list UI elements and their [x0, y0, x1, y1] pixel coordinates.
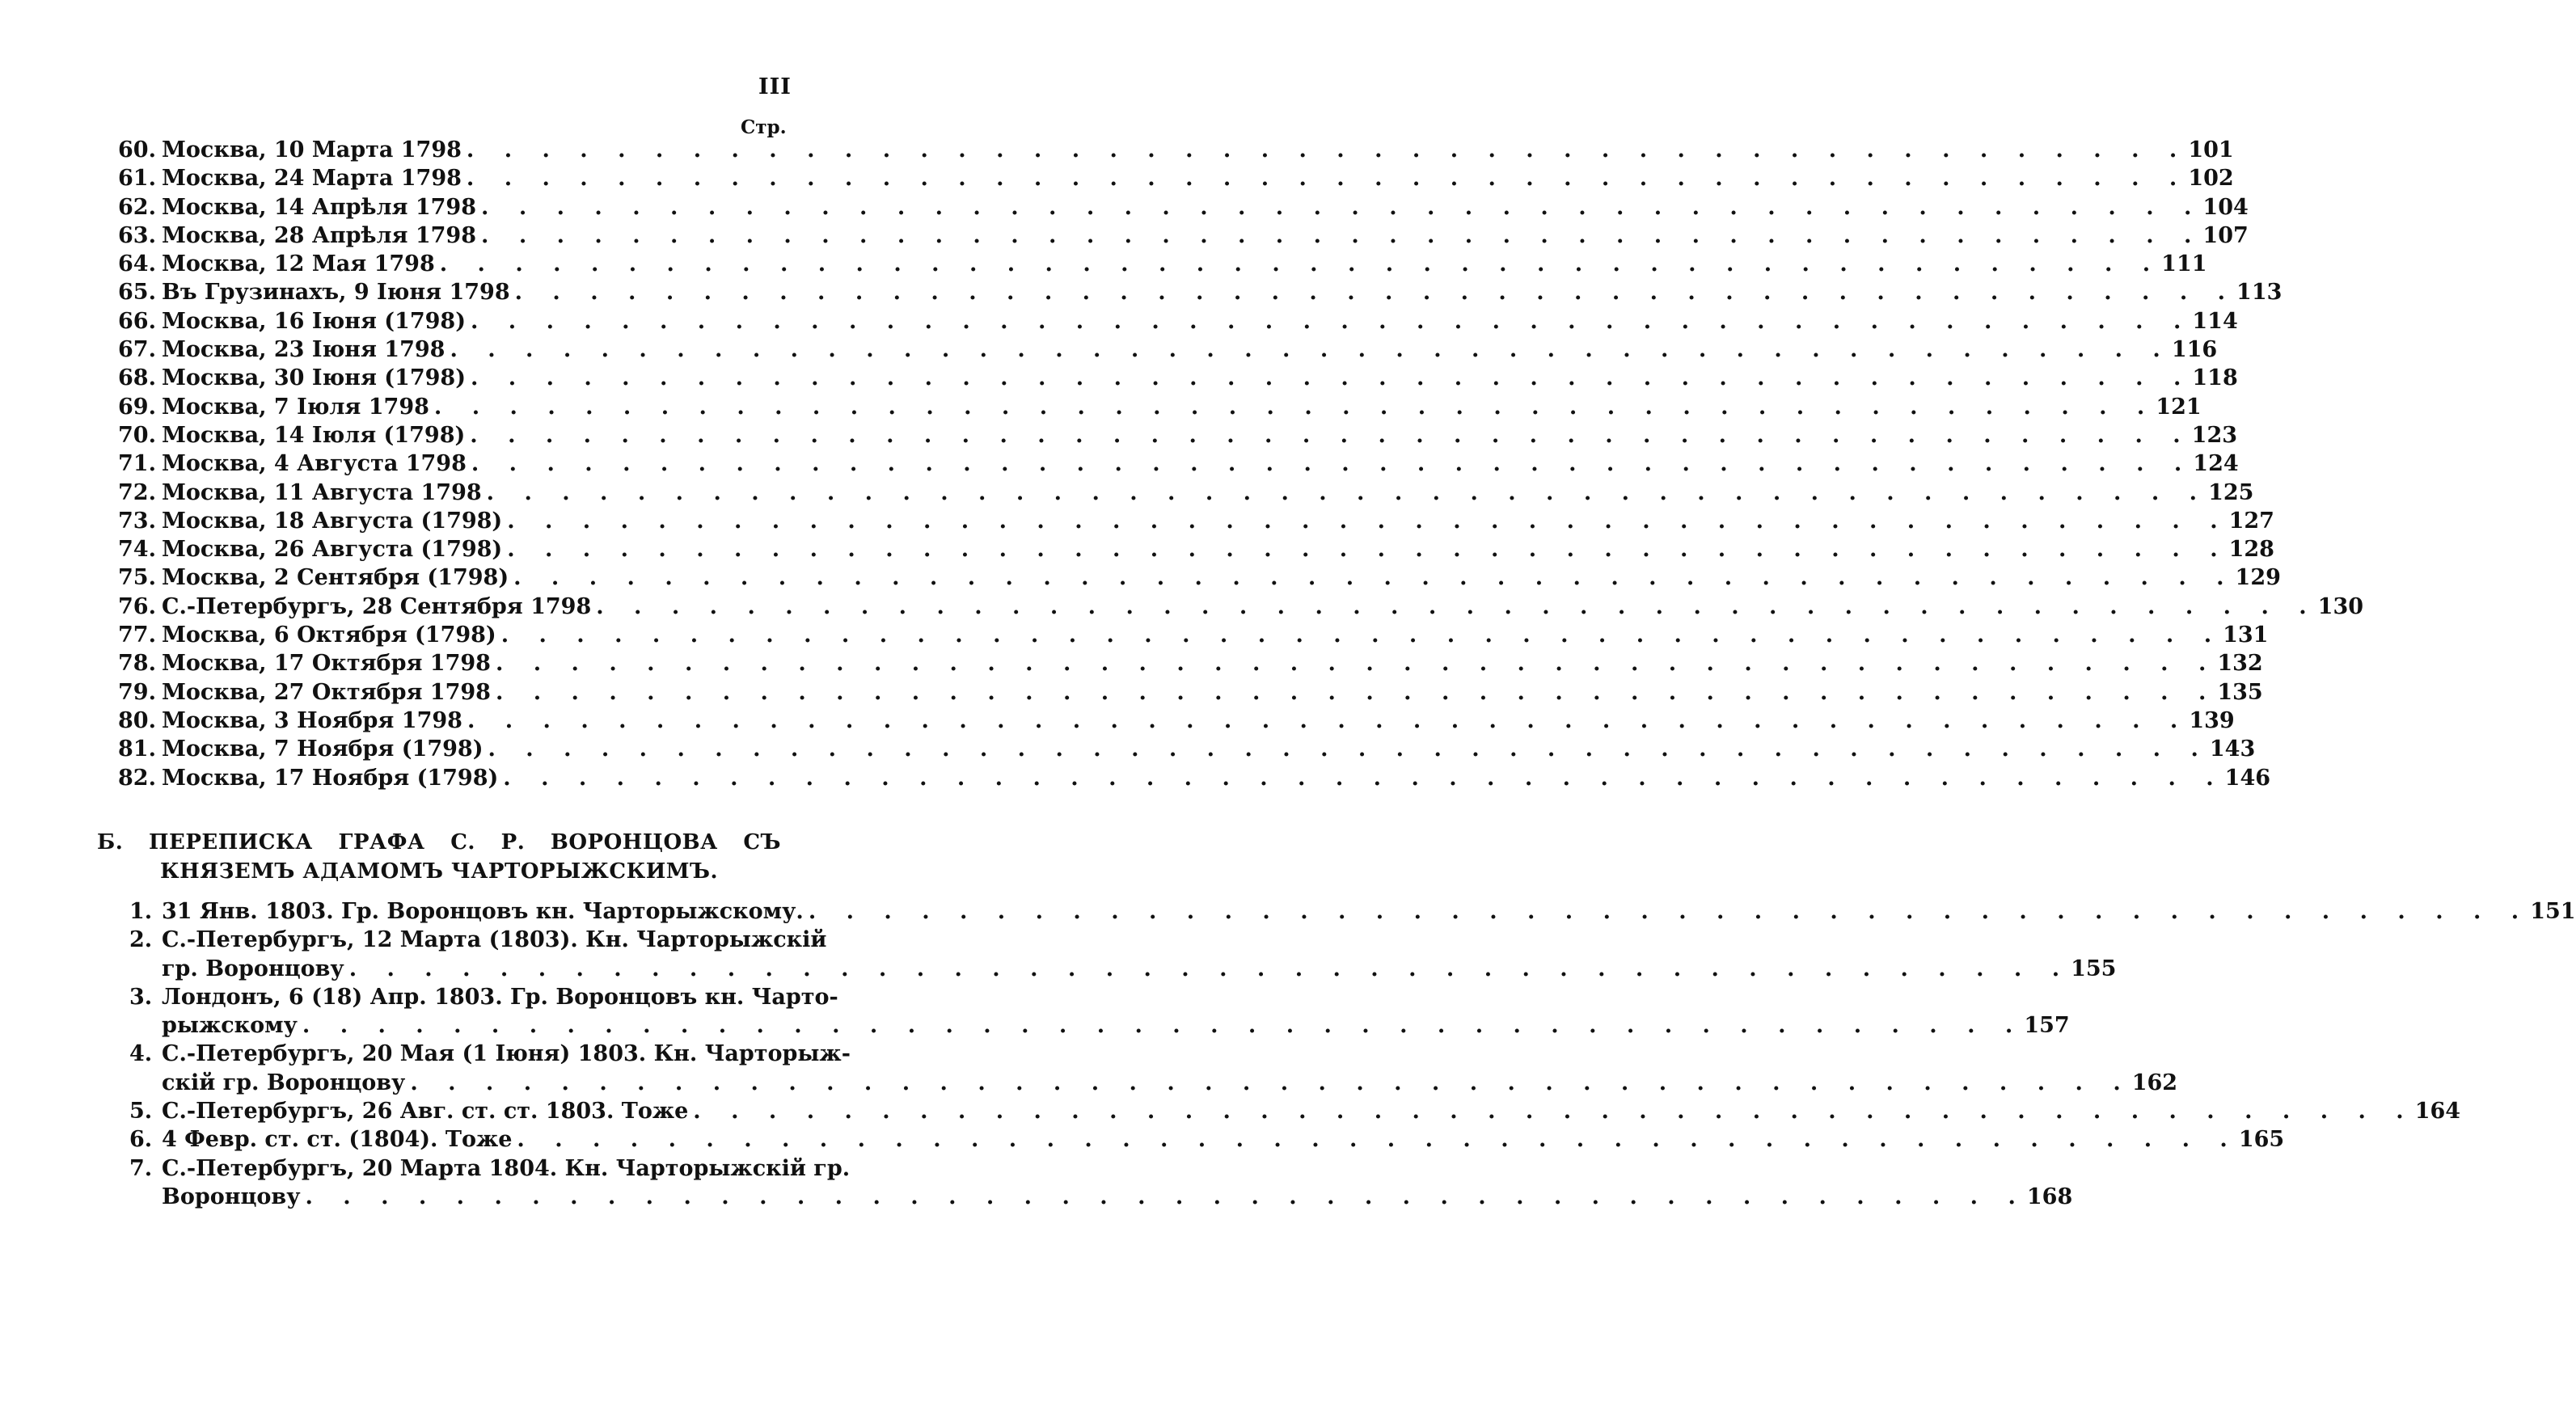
entry-number: 73.: [118, 508, 156, 534]
entry-title: С.-Петербургъ, 12 Марта (1803). Кн. Чарторыжскій: [162, 927, 827, 953]
entry-number: 81.: [118, 736, 156, 762]
toc-entry: [118, 707, 2235, 735]
entry-page: 129: [2235, 565, 2281, 591]
dot-leader: [496, 621, 2223, 649]
entry-title: 31 Янв. 1803. Гр. Воронцовъ кн. Чарторыжскому.: [162, 899, 804, 924]
toc-entry: [118, 479, 2254, 507]
toc-entry: [118, 535, 2274, 563]
entry-page: 101: [2188, 137, 2234, 162]
toc-entry: [129, 926, 2117, 983]
toc-entry: [118, 364, 2238, 392]
entry-number: 5.: [129, 1099, 153, 1125]
section-b-heading: Б. ПЕРЕПИСКА ГРАФА С. Р. ВОРОНЦОВА СЪ КНЯЗЕМЪ АДАМОМЪ ЧАРТОРЫЖСКИМЪ.: [97, 830, 781, 884]
dot-leader: [462, 707, 2189, 735]
entry-number: 62.: [118, 194, 156, 220]
entry-page: 104: [2202, 194, 2249, 220]
toc-entry: [118, 449, 2239, 478]
entry-title: Москва, 14 Апрѣля 1798: [162, 194, 477, 220]
entry-number: 60.: [118, 137, 156, 162]
toc-list-section-a: [118, 136, 2364, 792]
entry-number: 69.: [118, 394, 156, 420]
entry-page: 139: [2189, 707, 2235, 733]
dot-leader: [466, 364, 2192, 392]
entry-page: 151: [2530, 899, 2576, 924]
entry-number: 68.: [118, 365, 156, 391]
entry-title: Москва, 10 Марта 1798: [162, 137, 462, 162]
entry-title: Москва, 24 Марта 1798: [162, 166, 462, 192]
dot-leader: [498, 764, 2224, 792]
dot-leader: [491, 678, 2217, 707]
entry-page: 111: [2161, 251, 2207, 277]
entry-page: 118: [2192, 365, 2238, 391]
dot-leader: [405, 1069, 2131, 1097]
toc-entry: [129, 1097, 2461, 1125]
entry-number: 2.: [129, 927, 153, 953]
dot-leader: [465, 421, 2191, 449]
entry-title: С.-Петербургъ, 26 Авг. ст. ст. 1803. Тоже: [162, 1099, 689, 1125]
entry-title: Москва, 3 Ноября 1798: [162, 707, 462, 733]
entry-page: 125: [2208, 479, 2254, 505]
dot-leader: [688, 1097, 2414, 1125]
entry-title: Лондонъ, 6 (18) Апр. 1803. Гр. Воронцовъ кн. Чарто-: [162, 984, 838, 1010]
entry-title: С.-Петербургъ, 20 Мая (1 Іюня) 1803. Кн. Чарторыж-: [162, 1041, 851, 1067]
toc-entry: [129, 897, 2576, 926]
dot-leader: [510, 278, 2236, 306]
entry-page: 130: [2317, 593, 2364, 619]
entry-number: 70.: [118, 422, 156, 448]
entry-page: 114: [2192, 308, 2238, 334]
dot-leader: [344, 955, 2071, 983]
entry-page: 128: [2228, 537, 2274, 563]
entry-title: Москва, 4 Августа 1798: [162, 451, 467, 477]
dot-leader: [502, 507, 2228, 535]
entry-number: 78.: [118, 651, 156, 677]
entry-number: 67.: [118, 337, 156, 363]
entry-page: 135: [2217, 679, 2263, 705]
entry-title: Москва, 7 Ноября (1798): [162, 736, 484, 762]
toc-entry: [118, 678, 2263, 707]
entry-title: Москва, 11 Августа 1798: [162, 479, 482, 505]
entry-number: 71.: [118, 451, 156, 477]
entry-title: Москва, 18 Августа (1798): [162, 508, 503, 534]
toc-entry: [118, 421, 2238, 449]
dot-leader: [591, 593, 2317, 621]
entry-number: 66.: [118, 308, 156, 334]
entry-title: Москва, 7 Іюля 1798: [162, 394, 429, 420]
toc-entry: [118, 735, 2256, 763]
entry-title-continued: рыжскому: [162, 1013, 298, 1039]
dot-leader: [483, 735, 2209, 763]
entry-title: Москва, 28 Апрѣля 1798: [162, 222, 477, 248]
toc-entry: [118, 193, 2249, 222]
toc-entry: [118, 507, 2274, 535]
entry-page: 113: [2236, 280, 2283, 306]
toc-entry: [118, 307, 2238, 335]
entry-number: 76.: [118, 593, 156, 619]
entry-number: 61.: [118, 166, 156, 192]
dot-leader: [466, 307, 2192, 335]
toc-list-section-b: [129, 897, 2576, 1211]
entry-number: 1.: [129, 899, 153, 924]
entry-number: 79.: [118, 679, 156, 705]
entry-page: 132: [2217, 651, 2263, 677]
dot-leader: [467, 449, 2193, 478]
toc-entry: [118, 164, 2234, 192]
entry-title: Москва, 30 Іюня (1798): [162, 365, 466, 391]
dot-leader: [462, 164, 2188, 192]
entry-title: Москва, 17 Ноября (1798): [162, 765, 499, 791]
dot-leader: [300, 1183, 2026, 1211]
toc-entry: [129, 1125, 2285, 1154]
entry-page: 164: [2414, 1099, 2461, 1125]
entry-number: 72.: [118, 479, 156, 505]
dot-leader: [429, 393, 2156, 421]
entry-page: 157: [2024, 1013, 2070, 1039]
toc-entry: [118, 250, 2207, 278]
entry-page: 155: [2071, 956, 2117, 981]
entry-title-continued: Воронцову: [162, 1184, 301, 1209]
entry-title: Москва, 6 Октября (1798): [162, 622, 496, 648]
entry-title: 4 Февр. ст. ст. (1804). Тоже: [162, 1127, 513, 1153]
entry-page: 124: [2193, 451, 2239, 477]
page-number: III: [758, 74, 792, 99]
entry-title-continued: скій гр. Воронцову: [162, 1070, 406, 1095]
entry-number: 7.: [129, 1155, 153, 1181]
entry-title: С.-Петербургъ, 20 Марта 1804. Кн. Чарторыжскій гр.: [162, 1155, 851, 1181]
entry-number: 65.: [118, 280, 156, 306]
entry-page: 162: [2131, 1070, 2178, 1095]
dot-leader: [462, 136, 2188, 164]
toc-entry: [129, 1154, 2073, 1212]
dot-leader: [435, 250, 2161, 278]
entry-number: 63.: [118, 222, 156, 248]
entry-title: Москва, 23 Іюня 1798: [162, 337, 446, 363]
toc-entry: [118, 649, 2263, 677]
dot-leader: [482, 479, 2208, 507]
entry-title: Москва, 17 Октября 1798: [162, 651, 491, 677]
toc-entry: [118, 136, 2234, 164]
entry-number: 74.: [118, 537, 156, 563]
toc-entry: [118, 278, 2283, 306]
toc-entry: [118, 593, 2364, 621]
entry-page: 168: [2026, 1184, 2073, 1209]
entry-number: 80.: [118, 707, 156, 733]
entry-title: Въ Грузинахъ, 9 Іюня 1798: [162, 280, 510, 306]
dot-leader: [298, 1011, 2024, 1040]
toc-entry: [118, 621, 2269, 649]
dot-leader: [476, 193, 2202, 222]
entry-title: Москва, 14 Іюля (1798): [162, 422, 466, 448]
entry-page: 121: [2156, 394, 2202, 420]
toc-entry: [118, 335, 2218, 364]
dot-leader: [512, 1125, 2238, 1154]
entry-number: 64.: [118, 251, 156, 277]
entry-number: 82.: [118, 765, 156, 791]
entry-page: 107: [2202, 222, 2249, 248]
toc-entry: [118, 393, 2202, 421]
toc-entry: [118, 563, 2281, 592]
entry-number: 77.: [118, 622, 156, 648]
entry-page: 146: [2224, 765, 2271, 791]
entry-page: 116: [2171, 337, 2218, 363]
entry-page: 123: [2191, 422, 2238, 448]
entry-title: Москва, 26 Августа (1798): [162, 537, 503, 563]
dot-leader: [502, 535, 2228, 563]
entry-title: Москва, 16 Іюня (1798): [162, 308, 466, 334]
entry-title-continued: гр. Воронцову: [162, 956, 344, 981]
entry-page: 131: [2223, 622, 2269, 648]
toc-entry: [118, 764, 2271, 792]
entry-title: Москва, 12 Мая 1798: [162, 251, 435, 277]
entry-title: С.-Петербургъ, 28 Сентября 1798: [162, 593, 592, 619]
entry-page: 165: [2238, 1127, 2285, 1153]
dot-leader: [491, 649, 2217, 677]
toc-entry: [129, 1040, 2178, 1097]
entry-number: 6.: [129, 1127, 153, 1153]
toc-entry: [118, 222, 2249, 250]
entry-number: 3.: [129, 984, 153, 1010]
entry-page: 102: [2188, 166, 2234, 192]
entry-number: 4.: [129, 1041, 153, 1067]
page-column-label: Стр.: [741, 116, 787, 138]
dot-leader: [804, 897, 2530, 926]
dot-leader: [476, 222, 2202, 250]
entry-title: Москва, 27 Октября 1798: [162, 679, 491, 705]
dot-leader: [509, 563, 2235, 592]
entry-number: 75.: [118, 565, 156, 591]
entry-page: 127: [2228, 508, 2274, 534]
entry-title: Москва, 2 Сентября (1798): [162, 565, 509, 591]
dot-leader: [445, 335, 2171, 364]
toc-entry: [129, 983, 2070, 1040]
entry-page: 143: [2209, 736, 2256, 762]
